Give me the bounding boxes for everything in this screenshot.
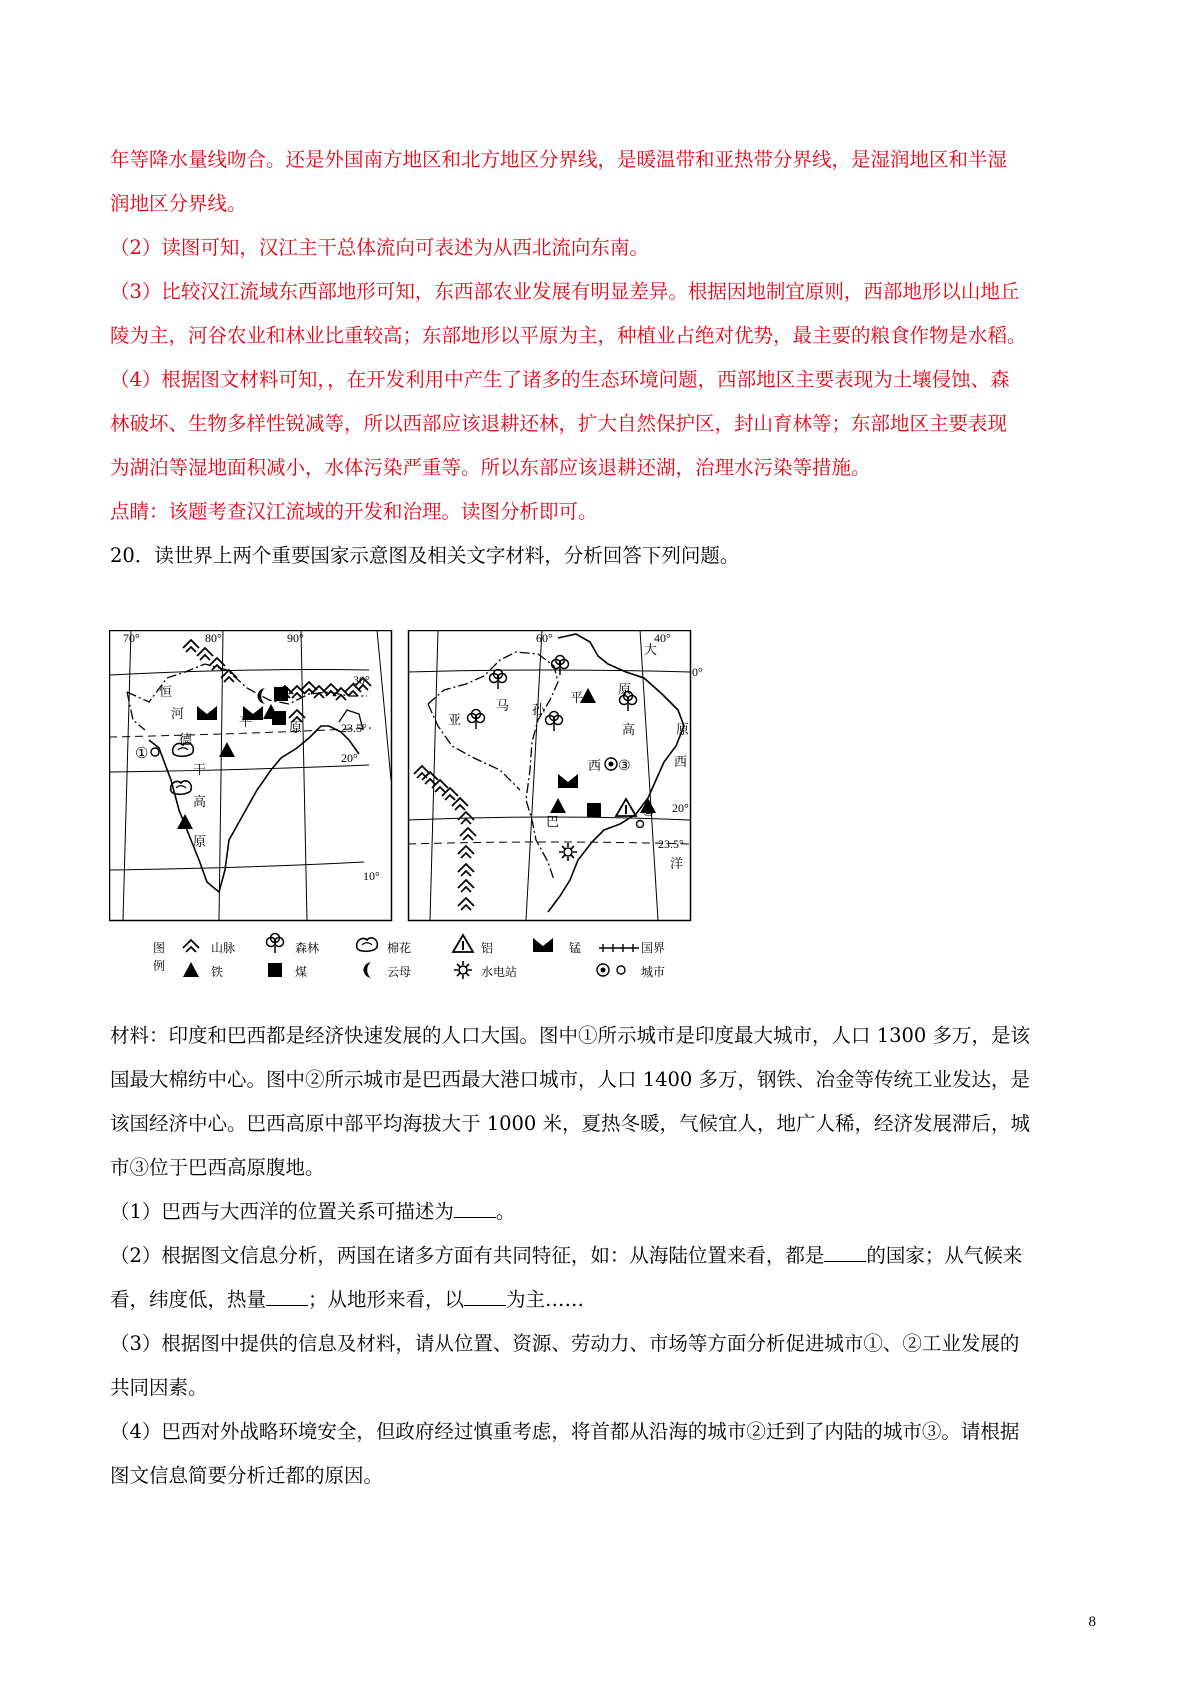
sub-question-1-text: （1）巴西与大西洋的位置关系可描述为 xyxy=(110,1200,454,1223)
legend-label: 云母 xyxy=(387,965,412,979)
answer-line: 润地区分界线。 xyxy=(110,192,247,215)
india-lon-label: 90° xyxy=(287,631,304,645)
forest-icon xyxy=(267,934,284,954)
legend-label: 山脉 xyxy=(211,941,236,955)
legend-label: 铝 xyxy=(481,941,494,955)
city-1-label: ① xyxy=(135,746,149,762)
sub-question-4: （4）巴西对外战略环境安全，但政府经过慎重考虑，将首都从沿海的城市②迁到了内陆的城市③。请根据 xyxy=(110,1420,1020,1443)
answer-line: 陵为主，河谷农业和林业比重较高；东部地形以平原为主，种植业占绝对优势，最主要的粮食作物是水稻。 xyxy=(110,324,1027,347)
brazil-place-char: 平 xyxy=(570,690,584,705)
sub-question-2-continued xyxy=(110,1278,1105,1322)
answer-line: 林破坏、生物多样性锐减等，所以西部应该退耕还林，扩大自然保护区，封山育林等；东部地区主要表现 xyxy=(110,412,1008,435)
map-figure xyxy=(109,630,1121,1005)
india-lon-label: 70° xyxy=(123,631,140,645)
india-place-char: 干 xyxy=(193,762,207,777)
manganese-icon xyxy=(533,938,553,952)
india-place-char: 德 xyxy=(179,732,193,747)
brazil-place-char: 原 xyxy=(618,682,632,697)
answer-line: 年等降水量线吻合。还是外国南方地区和北方地区分界线，是暖温带和亚热带分界线，是湿润地区和半湿 xyxy=(110,148,1008,171)
india-place-char: 高 xyxy=(193,794,207,809)
brazil-place-char: 大 xyxy=(644,642,658,657)
material-line: 市③位于巴西高原腹地。 xyxy=(110,1156,325,1179)
answer-blank[interactable] xyxy=(266,1285,308,1306)
answer-commentary: 点睛：该题考查汉江流域的开发和治理。读图分析即可。 xyxy=(110,500,598,523)
sub-question-1 xyxy=(110,1190,1105,1234)
india-lat-label: 30° xyxy=(353,673,370,687)
india-lat-label: 23.5° xyxy=(341,721,367,735)
india-place-char: 恒 xyxy=(159,684,173,699)
city-3-label: ③ xyxy=(618,759,631,774)
sub-question-1-end: 。 xyxy=(495,1200,516,1223)
city-2-label: ② xyxy=(642,805,655,820)
material-line: 该国经济中心。巴西高原中部平均海拔大于 1000 米，夏热冬暖，气候宜人，地广人稀，经济发展滞后，城 xyxy=(110,1112,1031,1135)
answer-line: （2）读图可知，汉江主干总体流向可表述为从西北流向东南。 xyxy=(110,236,649,259)
page-number: 8 xyxy=(1088,1614,1096,1630)
legend-label: 城市 xyxy=(641,965,666,979)
legend-label: 煤 xyxy=(295,965,308,979)
brazil-place-char: 原 xyxy=(676,722,690,737)
sub-question-2-text: 的国家；从气候来 xyxy=(866,1244,1023,1267)
answer-line: 为湖泊等湿地面积减小，水体污染严重等。所以东部应该退耕还湖，治理水污染等措施。 xyxy=(110,456,871,479)
city-1-marker xyxy=(151,748,159,756)
answer-blank[interactable] xyxy=(824,1241,866,1262)
legend-label: 棉花 xyxy=(387,941,412,955)
brazil-lon-label: 60° xyxy=(536,631,553,645)
sub-question-2-text: 为主…… xyxy=(506,1288,585,1311)
brazil-place-char: 马 xyxy=(496,698,510,713)
mica-icon xyxy=(364,962,372,978)
brazil-place-char: 巴 xyxy=(546,814,560,829)
india-map xyxy=(109,630,392,921)
answer-line: （3）比较汉江流域东西部地形可知，东西部农业发展有明显差异。根据因地制宜原则，西部地形以山地丘 xyxy=(110,280,1020,303)
brazil-coastline xyxy=(548,634,684,912)
coal-icon xyxy=(268,963,282,977)
brazil-lon-label: 40° xyxy=(654,631,671,645)
brazil-lat-label: 23.5° xyxy=(658,837,684,851)
brazil-lat-label: 20° xyxy=(672,801,689,815)
hydropower-icon xyxy=(454,961,472,979)
material-line: 国最大棉纺中心。图中②所示城市是巴西最大港口城市，人口 1400 多万，钢铁、冶金等传统工业发达，是 xyxy=(110,1068,1031,1091)
sub-question-3-continued: 共同因素。 xyxy=(110,1376,208,1399)
answer-blank[interactable] xyxy=(454,1197,496,1218)
sub-question-4-continued: 图文信息简要分析迁都的原因。 xyxy=(110,1464,384,1487)
legend-label: 锰 xyxy=(569,941,582,955)
legend-title-char: 例 xyxy=(153,959,166,973)
city-2-marker xyxy=(637,821,644,828)
legend-label: 国界 xyxy=(641,941,666,955)
brazil-place-char: 孙 xyxy=(532,702,546,717)
india-lat-label: 10° xyxy=(363,869,380,883)
mountain-icon xyxy=(183,940,199,952)
india-map-frame xyxy=(110,631,392,921)
city-icon xyxy=(597,964,625,976)
sub-question-2-text: ；从地形来看，以 xyxy=(308,1288,465,1311)
india-place-char: 平 xyxy=(239,714,253,729)
legend-label: 水电站 xyxy=(481,965,518,979)
india-lat-label: 20° xyxy=(341,751,358,765)
sub-question-3: （3）根据图中提供的信息及材料，请从位置、资源、劳动力、市场等方面分析促进城市①、②工业发展的 xyxy=(110,1332,1020,1355)
sub-question-2 xyxy=(110,1234,1105,1278)
iron-icon xyxy=(183,962,199,977)
sub-question-2-text: 看，纬度低，热量 xyxy=(110,1288,267,1311)
brazil-map xyxy=(408,630,703,921)
map-figure-svg xyxy=(109,630,1121,1005)
brazil-map-frame xyxy=(409,631,691,921)
answer-blank[interactable] xyxy=(464,1285,506,1306)
question-body xyxy=(110,1014,1105,1498)
brazil-place-char: 亚 xyxy=(448,712,462,727)
material-line: 材料：印度和巴西都是经济快速发展的人口大国。图中①所示城市是印度最大城市，人口 1300 多万，是该 xyxy=(110,1024,1031,1047)
brazil-lat-label: 0° xyxy=(692,665,703,679)
sub-question-2-text: （2）根据图文信息分析，两国在诸多方面有共同特征，如：从海陆位置来看，都是 xyxy=(110,1244,825,1267)
brazil-place-char: 西 xyxy=(674,754,688,769)
legend-label: 森林 xyxy=(295,941,320,955)
brazil-place-char: 洋 xyxy=(670,856,684,871)
answer-section xyxy=(110,138,1105,534)
india-place-char: 原 xyxy=(289,720,303,735)
question-title-block xyxy=(110,534,1105,578)
map-legend xyxy=(153,934,665,980)
cotton-icon xyxy=(357,938,378,951)
question-title: 20．读世界上两个重要国家示意图及相关文字材料，分析回答下列问题。 xyxy=(110,544,740,567)
india-place-char: 原 xyxy=(193,834,207,849)
legend-title-char: 图 xyxy=(153,941,166,955)
india-place-char: 河 xyxy=(171,706,185,721)
answer-line: （4）根据图文材料可知，，在开发利用中产生了诸多的生态环境问题，西部地区主要表现为土壤侵蚀、森 xyxy=(110,368,1010,391)
aluminum-icon xyxy=(453,935,473,952)
border-icon xyxy=(599,944,639,952)
legend-label: 铁 xyxy=(211,965,224,979)
india-lon-label: 80° xyxy=(205,631,222,645)
brazil-place-char: 高 xyxy=(622,722,636,737)
brazil-place-char: 西 xyxy=(588,758,602,773)
